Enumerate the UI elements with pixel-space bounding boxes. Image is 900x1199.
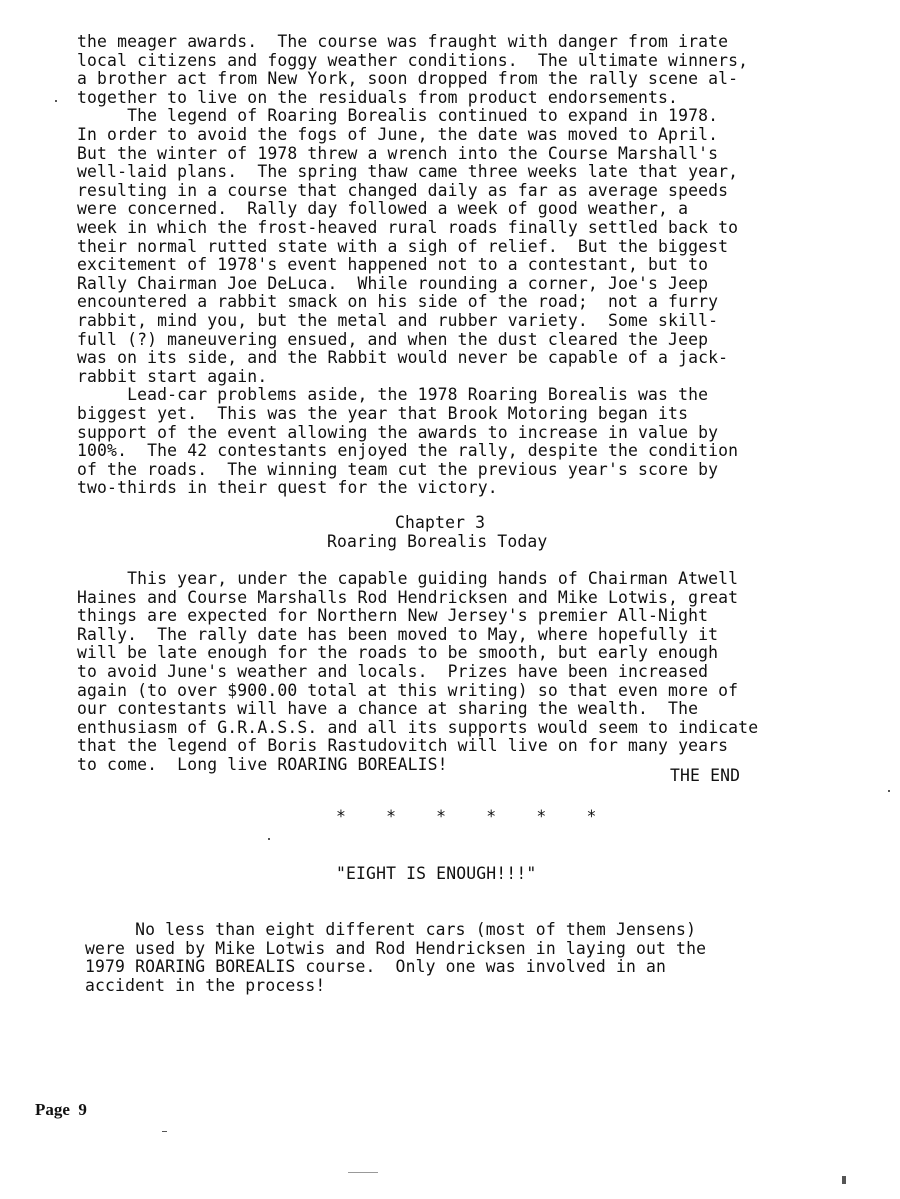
- text-line: 100%. The 42 contestants enjoyed the rally, despite the condition: [77, 441, 739, 461]
- text-line: well-laid plans. The spring thaw came three weeks late that year,: [77, 162, 739, 182]
- text-line: our contestants will have a chance at sharing the wealth. The: [77, 699, 699, 719]
- text-line: rabbit start again.: [77, 366, 268, 386]
- scan-speck: [162, 1131, 167, 1132]
- text-line: 1979 ROARING BOREALIS course. Only one was involved in an: [85, 957, 667, 977]
- chapter-number: Chapter 3: [395, 513, 486, 532]
- text-line: two-thirds in their quest for the victory.: [77, 478, 498, 498]
- text-line: enthusiasm of G.R.A.S.S. and all its supports would seem to indicate: [77, 717, 759, 737]
- text-line: encountered a rabbit smack on his side of the road; not a furry: [77, 292, 719, 312]
- text-line: again (to over $900.00 total at this writing) so that even more of: [77, 680, 739, 700]
- chapter-title: Roaring Borealis Today: [327, 531, 548, 551]
- text-line: things are expected for Northern New Jersey's premier All-Night: [77, 606, 709, 626]
- text-line: accident in the process!: [85, 975, 326, 995]
- text-line: This year, under the capable guiding hands of Chairman Atwell: [77, 569, 739, 588]
- text-line: Haines and Course Marshalls Rod Hendricksen and Mike Lotwis, great: [77, 587, 739, 607]
- text-line: to avoid June's weather and locals. Prizes have been increased: [77, 662, 709, 681]
- text-line: biggest yet. This was the year that Brook Motoring began its: [77, 404, 689, 423]
- text-line: Rally. The rally date has been moved to May, where hopefully it: [77, 624, 719, 644]
- the-end-label: THE END: [670, 766, 741, 785]
- text-line: The legend of Roaring Borealis continued to expand in 1978.: [77, 106, 719, 126]
- text-line: Rally Chairman Joe DeLuca. While rounding a corner, Joe's Jeep: [77, 273, 709, 293]
- text-line: was on its side, and the Rabbit would never be capable of a jack-: [77, 348, 729, 368]
- sidebar-title: "EIGHT IS ENOUGH!!!": [336, 864, 537, 883]
- text-line: Lead-car problems aside, the 1978 Roaring Borealis was the: [77, 385, 709, 405]
- text-line: But the winter of 1978 threw a wrench into the Course Marshall's: [77, 143, 719, 163]
- text-line: will be late enough for the roads to be smooth, but early enough: [77, 643, 719, 663]
- text-line: full (?) maneuvering ensued, and when the dust cleared the Jeep: [77, 329, 709, 349]
- text-line: In order to avoid the fogs of June, the date was moved to April.: [77, 125, 719, 144]
- text-line: were used by Mike Lotwis and Rod Hendricksen in laying out the: [85, 938, 707, 958]
- scan-speck: [842, 1176, 846, 1184]
- text-line: No less than eight different cars (most of them Jensens): [85, 920, 697, 939]
- text-line: week in which the frost-heaved rural roads finally settled back to: [77, 218, 739, 237]
- page-number: Page 9: [35, 1100, 87, 1119]
- text-line: to come. Long live ROARING BOREALIS!: [77, 755, 448, 774]
- text-line: together to live on the residuals from product endorsements.: [77, 87, 679, 107]
- text-line: local citizens and foggy weather conditions. The ultimate winners,: [77, 50, 749, 70]
- scan-speck: [888, 790, 890, 792]
- text-line: a brother act from New York, soon dropped from the rally scene al-: [77, 69, 739, 89]
- text-line: of the roads. The winning team cut the previous year's score by: [77, 459, 719, 479]
- scan-speck: [268, 838, 270, 840]
- text-line: the meager awards. The course was fraught with danger from irate: [77, 32, 729, 51]
- text-line: resulting in a course that changed daily as far as average speeds: [77, 180, 729, 200]
- scan-speck: [348, 1172, 378, 1173]
- text-line: their normal rutted state with a sigh of relief. But the biggest: [77, 236, 729, 256]
- text-line: rabbit, mind you, but the metal and rubber variety. Some skill-: [77, 311, 719, 330]
- text-line: that the legend of Boris Rastudovitch will live on for many years: [77, 736, 729, 756]
- scan-speck: [55, 100, 57, 102]
- text-line: were concerned. Rally day followed a week of good weather, a: [77, 199, 689, 219]
- text-line: excitement of 1978's event happened not to a contestant, but to: [77, 255, 709, 275]
- text-line: support of the event allowing the awards to increase in value by: [77, 422, 719, 442]
- asterisk-divider: * * * * * *: [336, 807, 597, 826]
